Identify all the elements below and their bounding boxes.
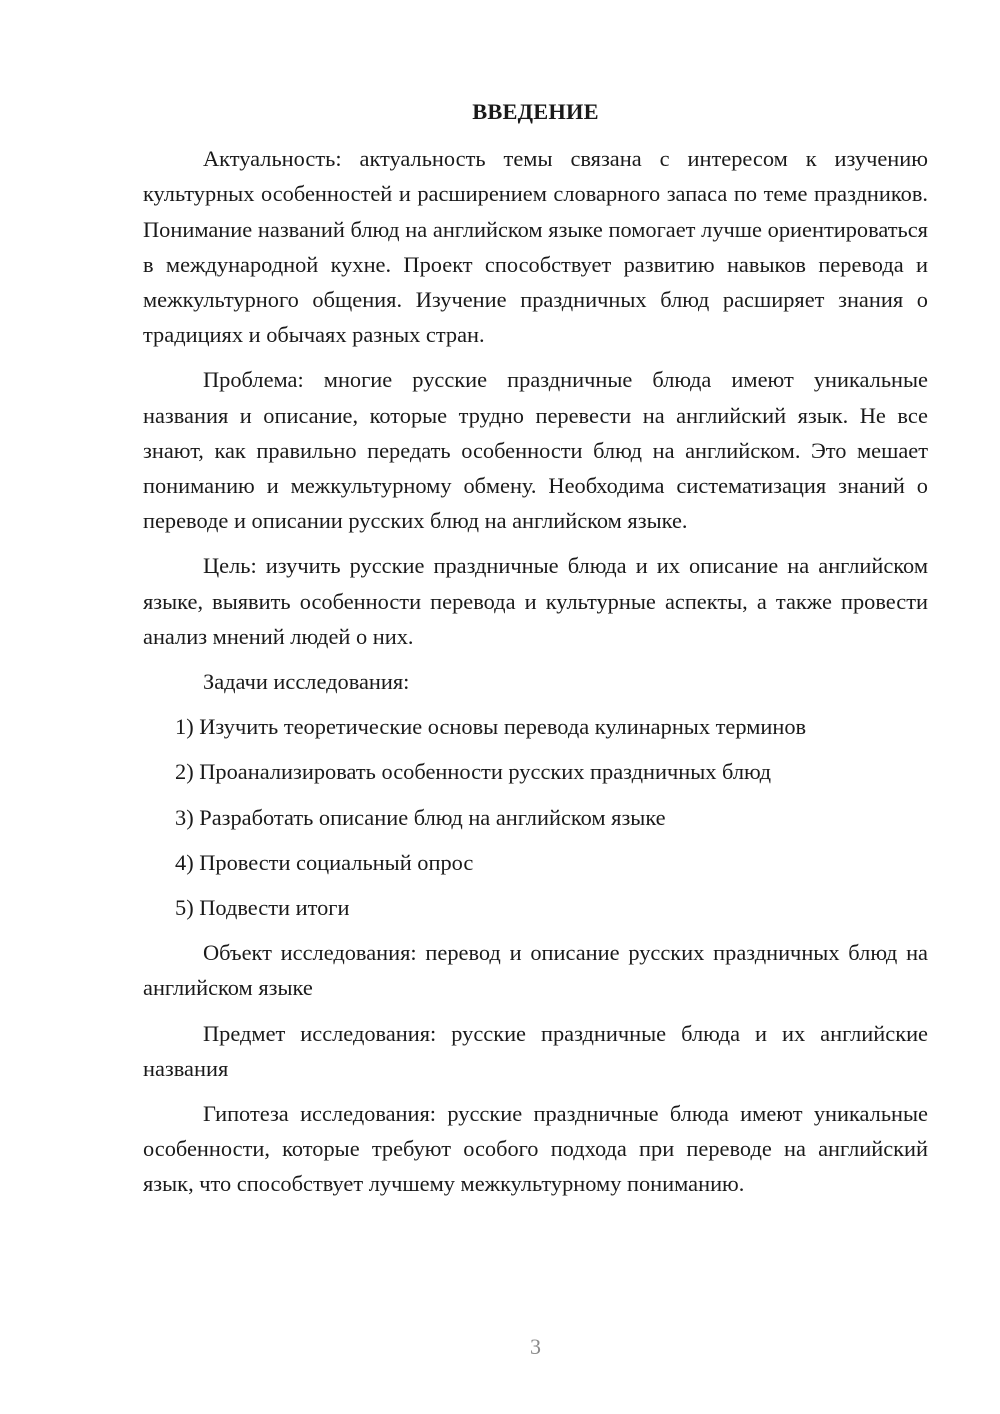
list-item: 5) Подвести итоги: [175, 895, 350, 921]
subject-paragraph: Предмет исследования: русские праздничные блюда и их английские названия: [143, 1020, 928, 1081]
document-body: [143, 94, 928, 1212]
problem-paragraph: Проблема: многие русские праздничные блюда имеют уникальные названия и описание, которые трудно перевести на английский язык. Не все знают, как правильно передать особенности блюд на английском. Это мешает пониманию и межкультурному обмену. Необходима систематизация знаний о переводе и описании русских блюд на английском языке.: [143, 367, 928, 534]
list-item: 3) Разработать описание блюд на английском языке: [175, 804, 666, 830]
page-number: 3: [530, 1334, 541, 1359]
tasks-heading: Задачи исследования:: [203, 669, 410, 695]
goal-paragraph: Цель: изучить русские праздничные блюда и их описание на английском языке, выявить особенности перевода и культурные аспекты, а также провести анализ мнений людей о них.: [143, 553, 928, 649]
list-item: 2) Проанализировать особенности русских праздничных блюд: [175, 759, 772, 785]
list-item: 4) Провести социальный опрос: [175, 849, 474, 875]
section-title: ВВЕДЕНИЕ: [472, 99, 599, 124]
hypothesis-paragraph: Гипотеза исследования: русские праздничные блюда имеют уникальные особенности, которые требуют особого подхода при переводе на английский язык, что способствует лучшему межкультурному пониманию.: [143, 1101, 928, 1197]
list-item: 1) Изучить теоретические основы перевода кулинарных терминов: [175, 714, 807, 740]
object-paragraph: Объект исследования: перевод и описание русских праздничных блюд на английском языке: [143, 940, 928, 1001]
relevance-paragraph: Актуальность: актуальность темы связана с интересом к изучению культурных особенностей и расширением словарного запаса по теме праздников. Понимание названий блюд на английском языке помогает лучше ориентироваться в международной кухне. Проект способствует развитию навыков перевода и межкультурного общения. Изучение праздничных блюд расширяет знания о традициях и обычаях разных стран.: [143, 146, 928, 348]
tasks-list: [143, 709, 928, 925]
